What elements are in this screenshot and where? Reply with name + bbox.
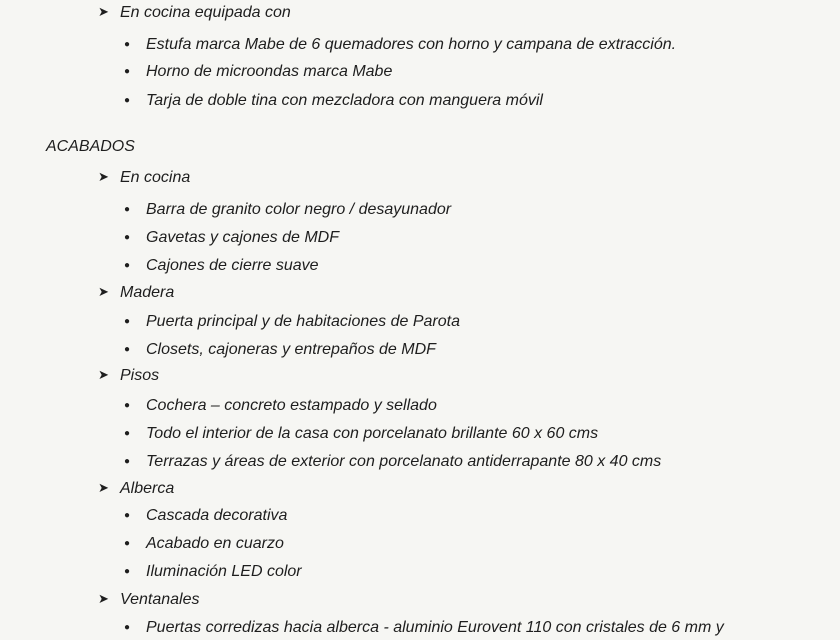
arrow-bullet-icon: ➤: [98, 480, 109, 495]
dot-bullet-icon: ●: [124, 566, 131, 577]
list-item-level2: [124, 62, 392, 84]
list-item-level2: [124, 618, 724, 640]
line-text: En cocina: [120, 169, 191, 186]
line-text: Cochera – concreto estampado y sellado: [146, 397, 437, 414]
list-item-level2: [124, 91, 543, 113]
list-item-level2: [124, 312, 460, 334]
list-item-level1: [98, 366, 159, 386]
list-item-level2: [124, 256, 319, 278]
dot-bullet-icon: ●: [124, 232, 131, 243]
list-item-level2: [124, 396, 437, 418]
line-text: Pisos: [120, 367, 160, 384]
list-item-level1: [98, 168, 190, 188]
dot-bullet-icon: ●: [124, 66, 131, 77]
line-text: Closets, cajoneras y entrepaños de MDF: [146, 341, 436, 358]
line-text: Horno de microondas marca Mabe: [146, 63, 393, 80]
list-item-level2: [124, 506, 287, 528]
line-text: Todo el interior de la casa con porcelanato brillante 60 x 60 cms: [146, 425, 599, 442]
line-text: Estufa marca Mabe de 6 quemadores con horno y campana de extracción.: [146, 36, 677, 53]
line-text: Iluminación LED color: [146, 563, 302, 580]
dot-bullet-icon: ●: [124, 260, 131, 271]
line-text: Terrazas y áreas de exterior con porcelanato antiderrapante 80 x 40 cms: [146, 453, 662, 470]
list-item-level2: [124, 424, 598, 446]
line-text: En cocina equipada con: [120, 4, 291, 21]
arrow-bullet-icon: ➤: [98, 367, 109, 382]
line-text: Acabado en cuarzo: [146, 535, 284, 552]
line-text: Ventanales: [120, 591, 200, 608]
line-text: Madera: [120, 284, 175, 301]
dot-bullet-icon: ●: [124, 39, 131, 50]
line-text: Puertas corredizas hacia alberca - aluminio Eurovent 110 con cristales de 6 mm y: [146, 619, 724, 636]
line-text: Cajones de cierre suave: [146, 257, 319, 274]
dot-bullet-icon: ●: [124, 400, 131, 411]
list-item-level2: [124, 452, 661, 474]
line-text: Gavetas y cajones de MDF: [146, 229, 339, 246]
dot-bullet-icon: ●: [124, 538, 131, 549]
line-text: Cascada decorativa: [146, 507, 288, 524]
list-item-level2: [124, 35, 676, 57]
list-item-level2: [124, 200, 451, 222]
dot-bullet-icon: ●: [124, 204, 131, 215]
line-text: ACABADOS: [46, 138, 135, 155]
list-item-level1: [98, 590, 199, 610]
dot-bullet-icon: ●: [124, 510, 131, 521]
arrow-bullet-icon: ➤: [98, 4, 109, 19]
dot-bullet-icon: ●: [124, 316, 131, 327]
line-text: Puerta principal y de habitaciones de Parota: [146, 313, 460, 330]
list-item-level2: [124, 562, 302, 584]
line-text: Alberca: [120, 480, 175, 497]
dot-bullet-icon: ●: [124, 344, 131, 355]
list-item-level2: [124, 340, 436, 362]
list-item-level2: [124, 228, 339, 250]
dot-bullet-icon: ●: [124, 95, 131, 106]
list-item-level1: [98, 479, 174, 499]
arrow-bullet-icon: ➤: [98, 169, 109, 184]
list-item-level1: [98, 283, 174, 303]
arrow-bullet-icon: ➤: [98, 284, 109, 299]
section-heading: [46, 137, 135, 157]
line-text: Tarja de doble tina con mezcladora con manguera móvil: [146, 92, 543, 109]
dot-bullet-icon: ●: [124, 428, 131, 439]
list-item-level1: [98, 3, 291, 23]
list-item-level2: [124, 534, 284, 556]
line-text: Barra de granito color negro / desayunador: [146, 201, 452, 218]
arrow-bullet-icon: ➤: [98, 591, 109, 606]
dot-bullet-icon: ●: [124, 622, 131, 633]
dot-bullet-icon: ●: [124, 456, 131, 467]
